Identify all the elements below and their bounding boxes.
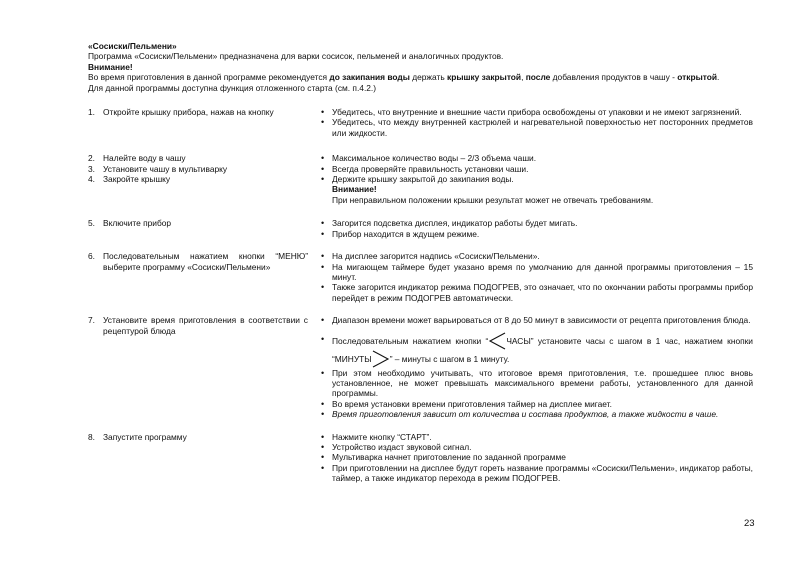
- step-row-6: [88, 251, 753, 303]
- step-6: 6. Последовательным нажатием кнопки “МЕНЮ” выберите программу «Сосиски/Пельмени»: [88, 251, 308, 272]
- step-5: 5. Включите прибор: [88, 218, 172, 229]
- bullet-item: • Всегда проверяйте правильность установки чаши.: [318, 164, 753, 174]
- bullet-item: • При этом необходимо учитывать, что итоговое время приготовления, т.е. прошедшее плюс вновь установленное, не может превышать максимального времени работы, установленного для данной программы.: [318, 368, 753, 399]
- arrow-left-icon: [488, 332, 506, 350]
- step-3: 3. Установите чашу в мультиварку: [88, 163, 228, 174]
- document-page: [88, 41, 753, 484]
- step-row-8: [88, 432, 753, 484]
- bullet-item: • Прибор находится в ждущем режиме.: [318, 229, 753, 239]
- step-row-5: [88, 218, 753, 239]
- bullet-item: • При приготовлении на дисплее будут гореть название программы «Сосиски/Пельмени», индикатор работы, таймер, а также индикатор перехода в режим ПОДОГРЕВ.: [318, 463, 753, 484]
- delayed-start-note: Для данной программы доступна функция отложенного старта (см. п.4.2.): [88, 82, 377, 93]
- step-8: 8. Запустите программу: [88, 431, 187, 442]
- step-4: 4. Закройте крышку: [88, 174, 171, 185]
- steps-table: [88, 107, 753, 484]
- program-description: Программа «Сосиски/Пельмени» предназначена для варки сосисок, пельменей и аналогичных продуктов.: [88, 51, 504, 62]
- bullet-item: • Время приготовления зависит от количества и состава продуктов, а также жидкости в чаше.: [318, 409, 753, 419]
- step-1: 1. Откройте крышку прибора, нажав на кнопку: [88, 107, 274, 118]
- page-number: 23: [744, 518, 755, 529]
- bullet-item: • Максимальное количество воды – 2/3 объема чаши.: [318, 153, 753, 163]
- bullet-item: • Убедитесь, что внутренние и внешние части прибора освобождены от упаковки и не имеют загрязнений.: [318, 107, 753, 117]
- bullet-item: • Нажмите кнопку “СТАРТ”.: [318, 432, 753, 442]
- attention-heading: Внимание!: [88, 61, 133, 72]
- intro-section: [88, 41, 753, 93]
- bullet-item: • Мультиварка начнет приготовление по заданной программе: [318, 452, 753, 462]
- step-row-7: [88, 315, 753, 419]
- bullet-item: • Убедитесь, что между внутренней кастрюлей и нагревательной поверхностью нет посторонних предметов или жидкости.: [318, 117, 753, 138]
- bullet-item: • Во время установки времени приготовления таймер на дисплее мигает.: [318, 399, 753, 409]
- bullet-item: • На мигающем таймере будет указано время по умолчанию для данной программы приготовления – 15 минут.: [318, 262, 753, 283]
- bullet-item: • Диапазон времени может варьироваться от 8 до 50 минут в зависимости от рецепта приготовления блюда.: [318, 315, 753, 325]
- bullet-item-buttons: • Последовательным нажатием кнопки “ ЧАСЫ” установите часы с шагом в 1 час, нажатием кнопки “МИНУТЫ ” – минуты с шагом в 1 минуту.: [318, 332, 753, 368]
- bullet-item: • Держите крышку закрытой до закипания воды.: [318, 174, 753, 184]
- step-row-1: [88, 107, 753, 138]
- warning-note: Внимание! При неправильном положении крышки результат может не отвечать требованиям.: [332, 184, 654, 205]
- step-2: 2. Налейте воду в чашу: [88, 153, 186, 164]
- bullet-item: • Загорится подсветка дисплея, индикатор работы будет мигать.: [318, 218, 753, 228]
- step-row-2-4: [88, 153, 753, 205]
- program-title: «Сосиски/Пельмени»: [88, 41, 177, 51]
- step-7: 7. Установите время приготовления в соответствии с рецептурой блюда: [88, 315, 308, 336]
- bullet-item: • Также загорится индикатор режима ПОДОГРЕВ, это означает, что по окончании работы программы прибор перейдет в режим ПОДОГРЕВ автоматически.: [318, 282, 753, 303]
- arrow-right-icon: [372, 350, 390, 368]
- bullet-item: • Устройство издаст звуковой сигнал.: [318, 442, 753, 452]
- recommendation-line: Во время приготовления в данной программе рекомендуется до закипания воды держать крышку закрытой, после добавления продуктов в чашу - открытой.: [88, 72, 720, 83]
- bullet-item: • На дисплее загорится надпись «Сосиски/Пельмени».: [318, 251, 753, 261]
